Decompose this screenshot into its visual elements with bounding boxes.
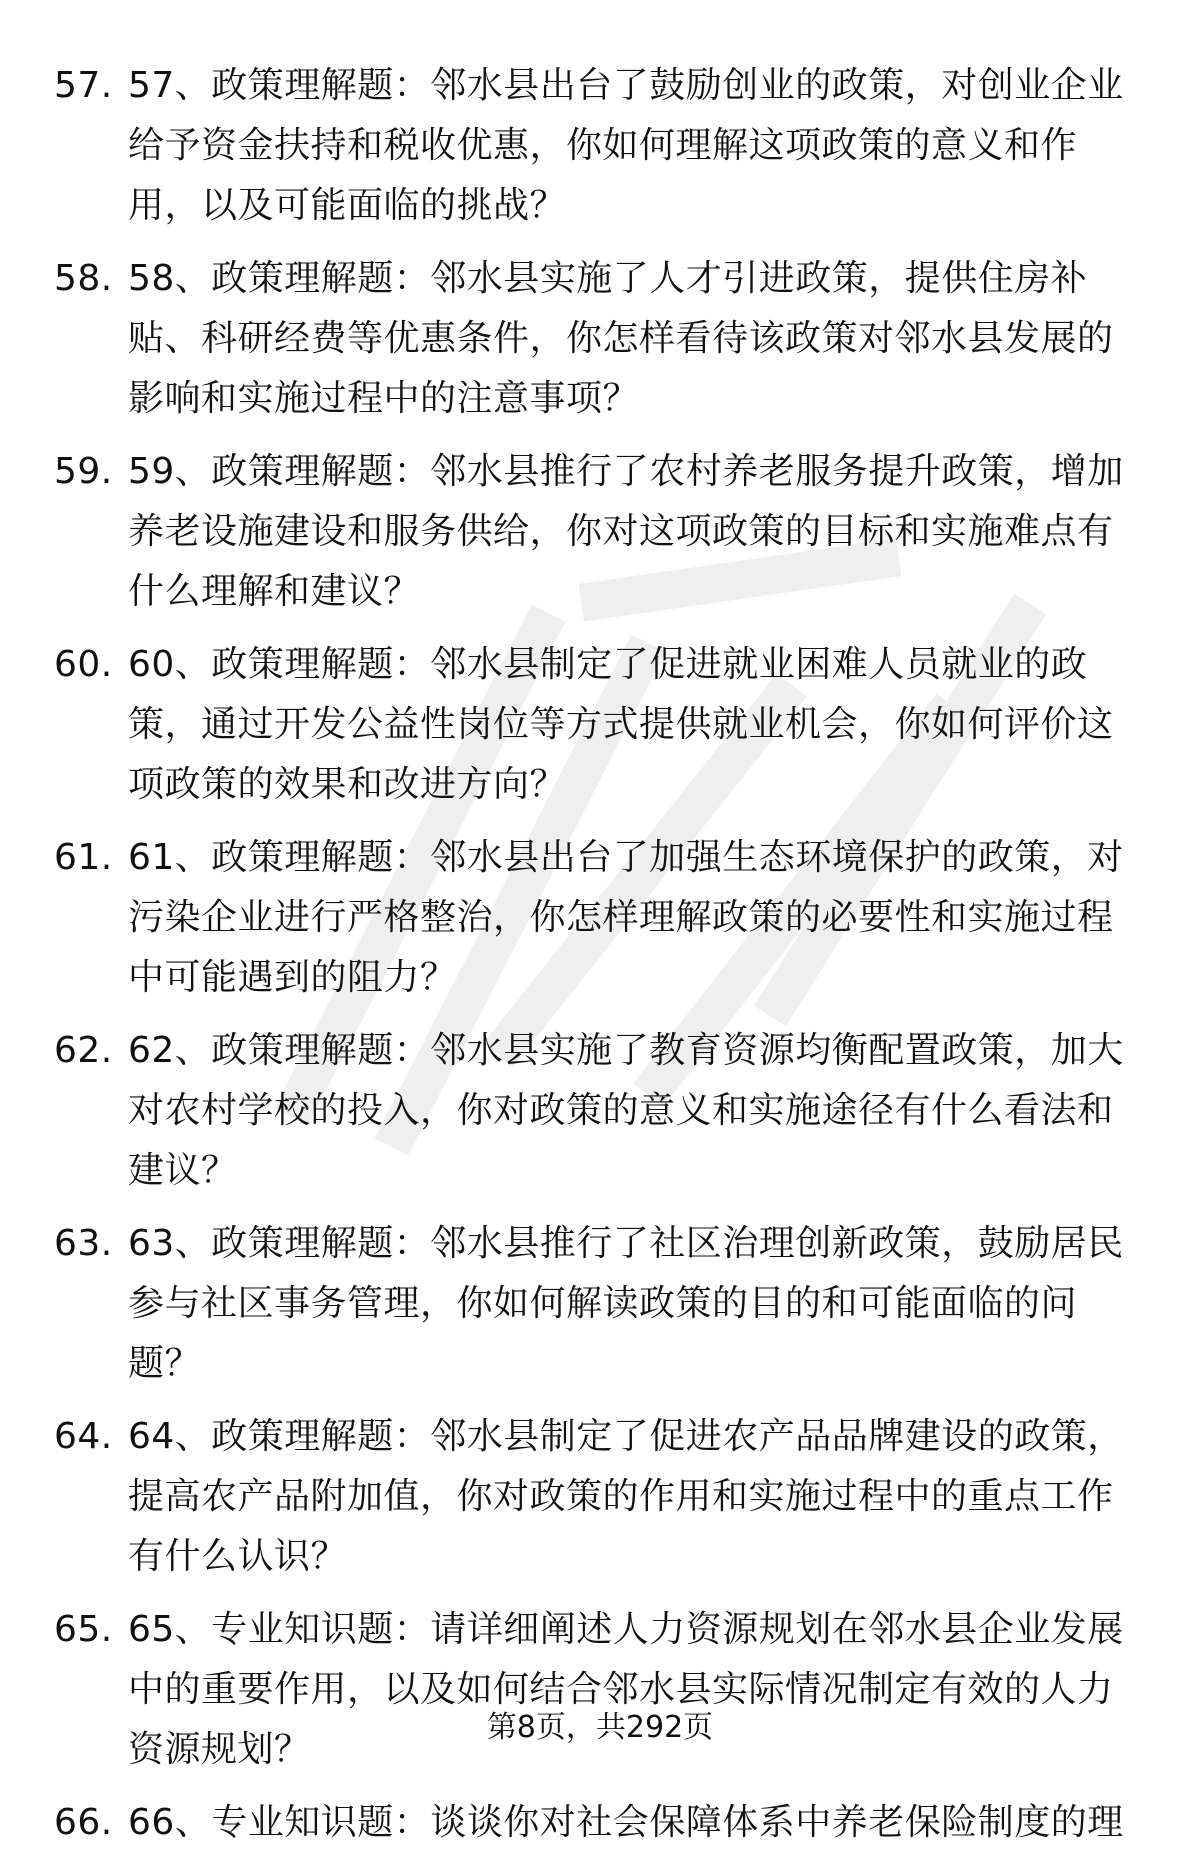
page-info: 第8页，共292页 [486,1710,714,1745]
question-item [0,1021,1200,1201]
question-item [0,1600,1200,1780]
question-number: 59. [54,451,113,492]
question-text: 57、政策理解题：邻水县出台了鼓励创业的政策，对创业企业给予资金扶持和税收优惠，你如何理解这项政策的意义和作用，以及可能面临的挑战？ [128,65,1124,226]
question-number: 65. [54,1609,113,1650]
question-text: 63、政策理解题：邻水县推行了社区治理创新政策，鼓励居民参与社区事务管理，你如何解读政策的目的和可能面临的问题？ [128,1223,1124,1384]
question-item [0,56,1200,236]
question-number: 61. [54,837,113,878]
question-text: 58、政策理解题：邻水县实施了人才引进政策，提供住房补贴、科研经费等优惠条件，你怎样看待该政策对邻水县发展的影响和实施过程中的注意事项？ [128,258,1114,419]
question-text: 59、政策理解题：邻水县推行了农村养老服务提升政策，增加养老设施建设和服务供给，你对这项政策的目标和实施难点有什么理解和建议？ [128,451,1124,612]
question-item [0,249,1200,429]
question-item [0,1214,1200,1394]
question-list [0,56,1200,1866]
question-item [0,1407,1200,1587]
question-number: 66. [54,1802,113,1843]
question-number: 58. [54,258,113,299]
question-item [0,635,1200,815]
question-item [0,828,1200,1008]
question-number: 60. [54,644,113,685]
question-text: 61、政策理解题：邻水县出台了加强生态环境保护的政策，对污染企业进行严格整治，你怎样理解政策的必要性和实施过程中可能遇到的阻力？ [128,837,1124,998]
question-text: 64、政策理解题：邻水县制定了促进农产品品牌建设的政策，提高农产品附加值，你对政策的作用和实施过程中的重点工作有什么认识？ [128,1416,1124,1577]
page-footer [0,1708,1200,1748]
question-text: 60、政策理解题：邻水县制定了促进就业困难人员就业的政策，通过开发公益性岗位等方式提供就业机会，你如何评价这项政策的效果和改进方向？ [128,644,1114,805]
question-text: 62、政策理解题：邻水县实施了教育资源均衡配置政策，加大对农村学校的投入，你对政策的意义和实施途径有什么看法和建议？ [128,1030,1124,1191]
question-number: 62. [54,1030,113,1071]
question-item [0,442,1200,622]
question-item [0,1793,1200,1853]
question-number: 64. [54,1416,113,1457]
question-number: 57. [54,65,113,106]
question-text: 65、专业知识题：请详细阐述人力资源规划在邻水县企业发展中的重要作用，以及如何结合邻水县实际情况制定有效的人力资源规划？ [128,1609,1124,1770]
question-text: 66、专业知识题：谈谈你对社会保障体系中养老保险制度的理 [128,1802,1124,1843]
question-number: 63. [54,1223,113,1264]
